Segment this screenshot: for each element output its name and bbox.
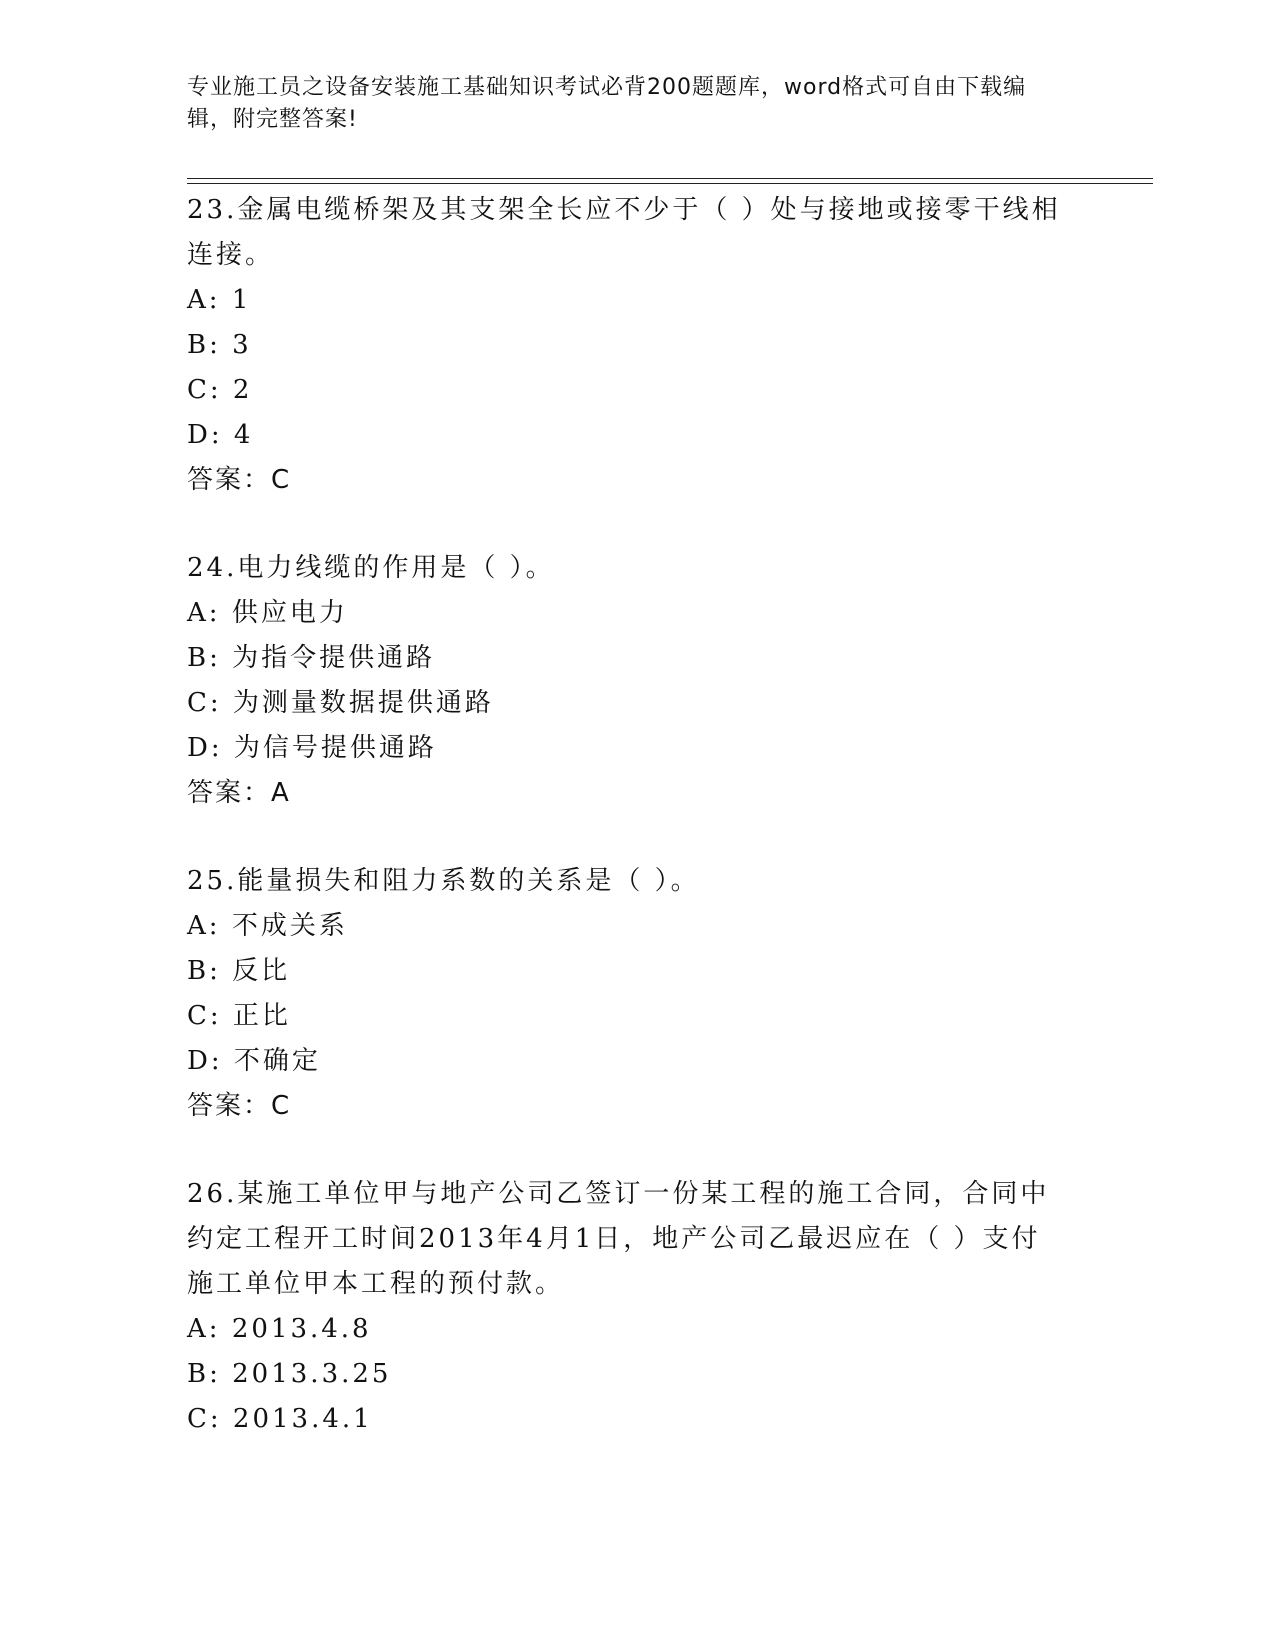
- answer-value: C: [271, 1091, 292, 1121]
- option-text: 正比: [232, 1001, 291, 1031]
- option-text: 为指令提供通路: [232, 643, 436, 673]
- question-23: [187, 188, 1087, 503]
- option-text: 供应电力: [231, 598, 348, 628]
- question-spacer: [187, 503, 1087, 546]
- option-a: [187, 1307, 1087, 1352]
- option-text: 不确定: [233, 1046, 321, 1076]
- option-d: [187, 1039, 1087, 1084]
- answer-label: 答案：: [187, 778, 272, 808]
- option-letter: B:: [187, 643, 221, 673]
- option-text: 3: [232, 330, 252, 360]
- option-letter: B:: [187, 330, 221, 360]
- option-text: 2013.4.1: [232, 1404, 373, 1434]
- option-a: [187, 904, 1087, 949]
- answer-line: [187, 458, 1087, 503]
- answer-line: [187, 1084, 1087, 1129]
- option-letter: B:: [187, 1359, 221, 1389]
- question-stem: 26.某施工单位甲与地产公司乙签订一份某工程的施工合同，合同中约定工程开工时间2013年4月1日，地产公司乙最迟应在（ ）支付施工单位甲本工程的预付款。: [187, 1179, 1050, 1299]
- option-text: 反比: [232, 956, 291, 986]
- question-26: [187, 1172, 1087, 1442]
- answer-value: A: [271, 778, 291, 808]
- question-24: [187, 546, 1087, 816]
- option-b: [187, 323, 1087, 368]
- option-text: 2013.3.25: [232, 1359, 392, 1389]
- option-text: 4: [233, 420, 254, 450]
- option-c: [187, 994, 1087, 1039]
- option-a: [187, 278, 1087, 323]
- option-b: [187, 949, 1087, 994]
- option-text: 为测量数据提供通路: [232, 688, 494, 718]
- question-25: [187, 859, 1087, 1129]
- option-text: 2013.4.8: [231, 1314, 372, 1344]
- option-text: 为信号提供通路: [233, 733, 437, 763]
- option-letter: D:: [187, 420, 223, 450]
- option-letter: B:: [187, 956, 221, 986]
- option-letter: C:: [187, 375, 222, 405]
- option-c: [187, 368, 1087, 413]
- option-letter: A:: [187, 911, 221, 941]
- option-c: [187, 681, 1087, 726]
- answer-label: 答案：: [187, 1091, 272, 1121]
- option-a: [187, 591, 1087, 636]
- option-text: 2: [232, 375, 253, 405]
- answer-label: 答案：: [187, 465, 272, 495]
- question-spacer: [187, 1129, 1087, 1172]
- option-letter: D:: [187, 733, 223, 763]
- document-header: 专业施工员之设备安装施工基础知识考试必背200题题库，word格式可自由下载编辑，附完整答案!: [187, 75, 1027, 132]
- option-d: [187, 413, 1087, 458]
- option-letter: A:: [187, 1314, 221, 1344]
- option-letter: C:: [187, 1001, 222, 1031]
- header-divider-bottom: [187, 183, 1153, 184]
- option-b: [187, 1352, 1087, 1397]
- option-letter: D:: [187, 1046, 223, 1076]
- option-letter: A:: [187, 598, 221, 628]
- option-letter: C:: [187, 1404, 222, 1434]
- option-text: 1: [231, 285, 252, 315]
- answer-line: [187, 771, 1087, 816]
- option-d: [187, 726, 1087, 771]
- question-stem: 23.金属电缆桥架及其支架全长应不少于（ ）处与接地或接零干线相连接。: [187, 195, 1061, 270]
- question-spacer: [187, 816, 1087, 859]
- question-stem: 24.电力线缆的作用是（ ）。: [187, 553, 555, 583]
- option-b: [187, 636, 1087, 681]
- answer-value: C: [271, 465, 292, 495]
- option-c: [187, 1397, 1087, 1442]
- question-stem: 25.能量损失和阻力系数的关系是（ ）。: [187, 866, 700, 896]
- option-letter: A:: [187, 285, 221, 315]
- question-list: [187, 188, 1087, 1442]
- header-divider-top: [187, 178, 1153, 179]
- option-text: 不成关系: [231, 911, 348, 941]
- option-letter: C:: [187, 688, 222, 718]
